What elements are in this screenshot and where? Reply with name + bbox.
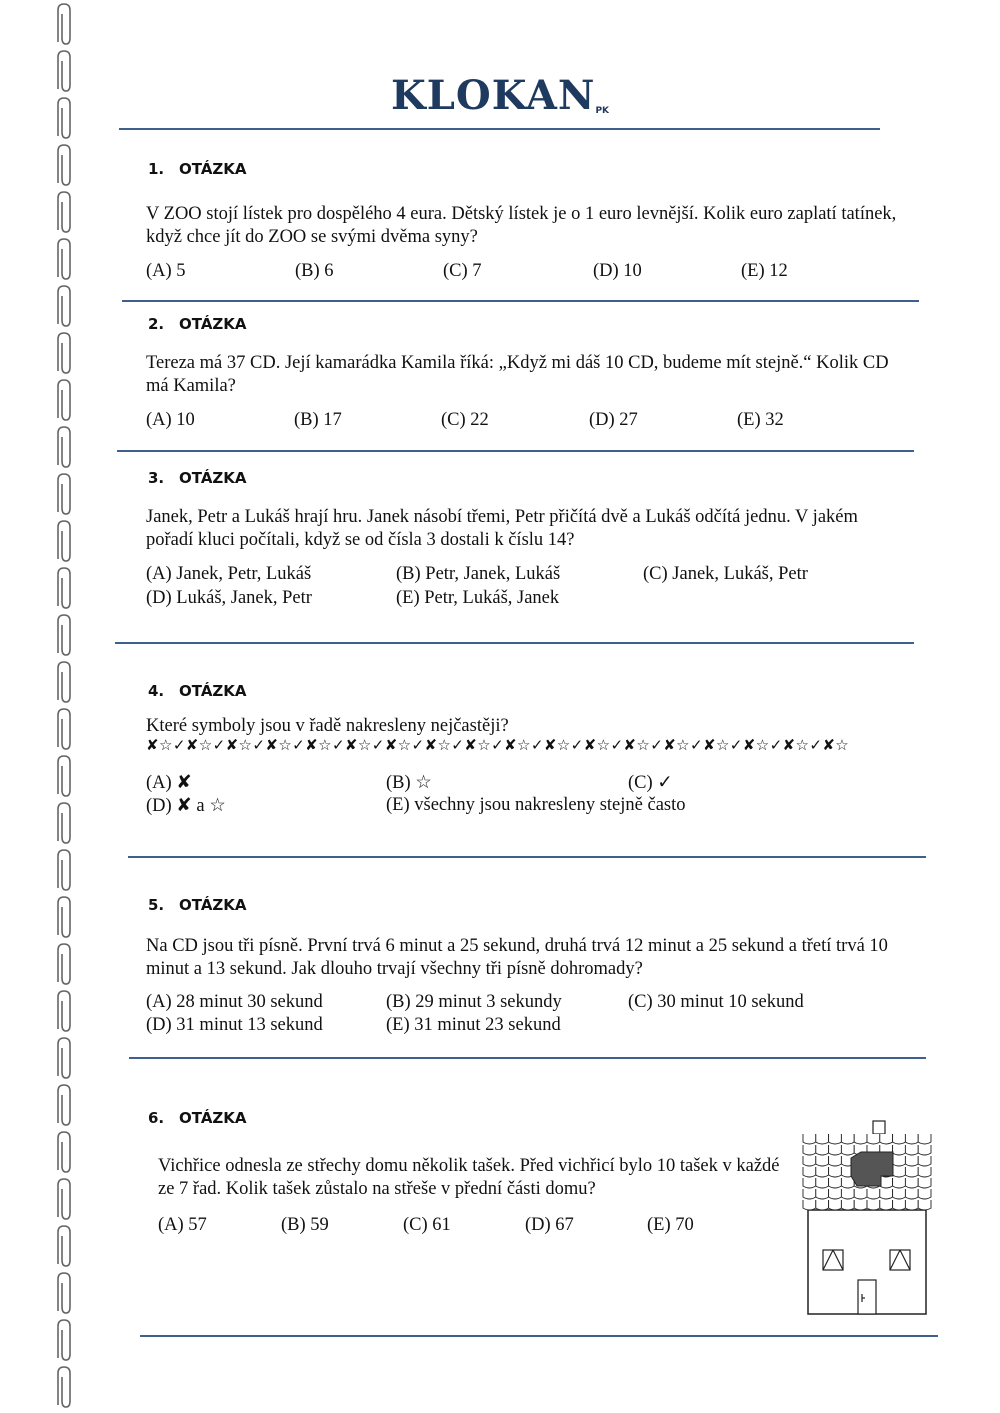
- roof-tile: [841, 1200, 854, 1210]
- roof-tile: [918, 1145, 931, 1155]
- page-title: $KLOKAN_{PK}$: [390, 72, 610, 119]
- question-1-option-c[interactable]: (C) 7: [443, 261, 482, 281]
- paperclip-icon: [58, 427, 70, 467]
- paperclip-icon: [58, 944, 70, 984]
- roof-tile: [803, 1134, 816, 1144]
- roof-tile: [803, 1189, 816, 1199]
- question-4-text: Které symboly jsou v řadě nakresleny nejčastěji?: [146, 716, 509, 736]
- chimney-shape: [873, 1121, 885, 1134]
- paperclip-icon: [58, 380, 70, 420]
- roof-tile: [816, 1156, 829, 1166]
- question-2-option-d[interactable]: (D) 27: [589, 410, 638, 430]
- question-5-text: Na CD jsou tři písně. První trvá 6 minut a 25 sekund, druhá trvá 12 minut a 25 sekund a třetí trvá 10 minut a 13 sekund. Jak dlouho trvají všechny tři písně dohromady?: [146, 936, 888, 979]
- paperclip-binding: [0, 0, 80, 1413]
- roof-tile: [905, 1178, 918, 1188]
- roof-tile: [918, 1189, 931, 1199]
- roof-tile: [893, 1145, 906, 1155]
- roof-tile: [893, 1200, 906, 1210]
- roof-tile: [918, 1178, 931, 1188]
- question-2-option-a[interactable]: (A) 10: [146, 410, 195, 430]
- question-1-option-d[interactable]: (D) 10: [593, 261, 642, 281]
- question-divider: [117, 450, 914, 452]
- paperclip-icon: [58, 662, 70, 702]
- question-1-option-b[interactable]: (B) 6: [295, 261, 334, 281]
- paperclip-icon: [58, 709, 70, 749]
- question-5-option-a[interactable]: (A) 28 minut 30 sekund: [146, 992, 323, 1012]
- paperclip-icon: [58, 756, 70, 796]
- roof-tile: [905, 1167, 918, 1177]
- roof-tile: [905, 1145, 918, 1155]
- question-6-option-a[interactable]: (A) 57: [158, 1215, 207, 1235]
- question-5-option-d[interactable]: (D) 31 minut 13 sekund: [146, 1015, 323, 1035]
- roof-tile: [816, 1200, 829, 1210]
- roof-tile: [905, 1200, 918, 1210]
- roof-tile: [816, 1189, 829, 1199]
- paperclip-icon: [58, 1226, 70, 1266]
- question-3-heading: 3. OTÁZKA: [148, 469, 247, 487]
- roof-tile: [905, 1134, 918, 1144]
- question-divider: [129, 1057, 926, 1059]
- page-bottom-divider: [140, 1335, 938, 1337]
- roof-tile: [841, 1145, 854, 1155]
- roof-tile: [816, 1167, 829, 1177]
- paperclip-icon: [58, 568, 70, 608]
- question-2-option-c[interactable]: (C) 22: [441, 410, 489, 430]
- roof-tile: [803, 1178, 816, 1188]
- question-divider: [128, 856, 926, 858]
- question-1-text: V ZOO stojí lístek pro dospělého 4 eura. Dětský lístek je o 1 euro levnější. Kolik euro zaplatí tatínek, když chce jít do ZOO se svými dvěma syny?: [146, 204, 897, 247]
- paperclip-icon: [58, 615, 70, 655]
- paperclip-icon: [58, 239, 70, 279]
- door: [858, 1280, 876, 1314]
- roof-tile: [854, 1200, 867, 1210]
- question-2-option-b[interactable]: (B) 17: [294, 410, 342, 430]
- roof-tile: [905, 1189, 918, 1199]
- roof-tile: [803, 1156, 816, 1166]
- roof-tile: [854, 1189, 867, 1199]
- roof-tile: [905, 1156, 918, 1166]
- roof-tile: [829, 1178, 842, 1188]
- question-6-option-e[interactable]: (E) 70: [647, 1215, 694, 1235]
- question-2-option-e[interactable]: (E) 32: [737, 410, 784, 430]
- roof-tile: [803, 1167, 816, 1177]
- roof-tile: [893, 1167, 906, 1177]
- symbol-row: ✘☆✓✘☆✓✘☆✓✘☆✓✘☆✓✘☆✓✘☆✓✘☆✓✘☆✓✘☆✓✘☆✓✘☆✓✘☆✓✘☆✓✘☆✓✘☆✓✘☆✓✘☆: [146, 736, 850, 754]
- question-6-option-b[interactable]: (B) 59: [281, 1215, 329, 1235]
- question-5-option-c[interactable]: (C) 30 minut 10 sekund: [628, 992, 804, 1012]
- paperclip-icon: [58, 1179, 70, 1219]
- roof-tile: [867, 1134, 880, 1144]
- paperclip-icon: [58, 850, 70, 890]
- question-6-heading: 6. OTÁZKA: [148, 1109, 247, 1127]
- roof-tile: [803, 1145, 816, 1155]
- roof-tile: [803, 1200, 816, 1210]
- question-3-option-e[interactable]: (E) Petr, Lukáš, Janek: [396, 588, 560, 608]
- question-4-option-b[interactable]: (B) ☆: [386, 773, 432, 793]
- roof-tile: [829, 1167, 842, 1177]
- question-5-option-b[interactable]: (B) 29 minut 3 sekundy: [386, 992, 562, 1012]
- paperclip-icon: [58, 4, 70, 44]
- question-6-text: Vichřice odnesla ze střechy domu několik tašek. Před vichřicí bylo 10 tašek v každé ze 7 řad. Kolik tašek zůstalo na střeše v přední části domu?: [158, 1156, 780, 1199]
- page-subtitle: PK: [595, 106, 610, 116]
- title-divider: [119, 128, 880, 130]
- question-5-option-e[interactable]: (E) 31 minut 23 sekund: [386, 1015, 561, 1035]
- paperclip-icon: [58, 1038, 70, 1078]
- roof-tile: [841, 1189, 854, 1199]
- roof-tile: [867, 1200, 880, 1210]
- question-3-option-d[interactable]: (D) Lukáš, Janek, Petr: [146, 588, 312, 608]
- paperclip-icon: [58, 1273, 70, 1313]
- question-divider: [115, 642, 914, 644]
- roof-tile: [893, 1134, 906, 1144]
- paperclip-icon: [58, 1320, 70, 1360]
- roof-tile: [918, 1167, 931, 1177]
- roof-tile: [893, 1189, 906, 1199]
- house-illustration: [795, 1118, 935, 1318]
- roof-tile: [918, 1134, 931, 1144]
- roof-tile: [918, 1156, 931, 1166]
- paperclip-icon: [58, 333, 70, 373]
- question-6-option-d[interactable]: (D) 67: [525, 1215, 574, 1235]
- roof-tile: [880, 1134, 893, 1144]
- question-1-heading: 1. OTÁZKA: [148, 160, 247, 178]
- question-3-option-b[interactable]: (B) Petr, Janek, Lukáš: [396, 564, 561, 584]
- roof-tile: [829, 1200, 842, 1210]
- paperclip-icon: [58, 1367, 70, 1407]
- roof-tile: [841, 1134, 854, 1144]
- question-3-option-a[interactable]: (A) Janek, Petr, Lukáš: [146, 564, 312, 584]
- roof-tile: [893, 1178, 906, 1188]
- question-1-option-e[interactable]: (E) 12: [741, 261, 788, 281]
- paperclip-icon: [58, 991, 70, 1031]
- paperclip-icon: [58, 521, 70, 561]
- roof-tile: [867, 1189, 880, 1199]
- question-3-option-c[interactable]: (C) Janek, Lukáš, Petr: [643, 564, 808, 584]
- roof-tile: [918, 1200, 931, 1210]
- question-5-heading: 5. OTÁZKA: [148, 896, 247, 914]
- roof-tile: [880, 1178, 893, 1188]
- roof-tile: [816, 1178, 829, 1188]
- paperclip-icon: [58, 897, 70, 937]
- question-2-heading: 2. OTÁZKA: [148, 315, 247, 333]
- roof-tile: [893, 1156, 906, 1166]
- question-4-option-c[interactable]: (C) ✓: [628, 773, 673, 793]
- paperclip-icon: [58, 803, 70, 843]
- paperclip-icon: [58, 474, 70, 514]
- question-3-text: Janek, Petr a Lukáš hrají hru. Janek násobí třemi, Petr přičítá dvě a Lukáš odčítá jednu. V jakém pořadí kluci počítali, když se od čísla 3 dostali k číslu 14?: [146, 507, 858, 550]
- question-6-option-c[interactable]: (C) 61: [403, 1215, 451, 1235]
- roof-tile: [880, 1200, 893, 1210]
- question-4-option-d[interactable]: (D) ✘ a ☆: [146, 796, 226, 816]
- roof-tile: [854, 1134, 867, 1144]
- roof-tile: [829, 1189, 842, 1199]
- question-2-text: Tereza má 37 CD. Její kamarádka Kamila říká: „Když mi dáš 10 CD, budeme mít stejně.“ Kolik CD má Kamila?: [146, 353, 889, 396]
- roof-tile: [816, 1134, 829, 1144]
- paperclip-icon: [58, 286, 70, 326]
- roof-tile: [829, 1134, 842, 1144]
- roof-tile: [880, 1189, 893, 1199]
- roof-tile: [816, 1145, 829, 1155]
- roof-tile: [829, 1156, 842, 1166]
- question-4-option-a[interactable]: (A) ✘: [146, 773, 192, 793]
- question-4-heading: 4. OTÁZKA: [148, 682, 247, 700]
- roof-tile: [829, 1145, 842, 1155]
- paperclip-icon: [58, 1085, 70, 1125]
- roof-tile: [841, 1178, 854, 1188]
- question-divider: [122, 300, 919, 302]
- paperclip-icon: [58, 192, 70, 232]
- question-1-option-a[interactable]: (A) 5: [146, 261, 186, 281]
- paperclip-icon: [58, 1132, 70, 1172]
- paperclip-icon: [58, 145, 70, 185]
- question-4-option-e[interactable]: (E) všechny jsou nakresleny stejně často: [386, 795, 686, 815]
